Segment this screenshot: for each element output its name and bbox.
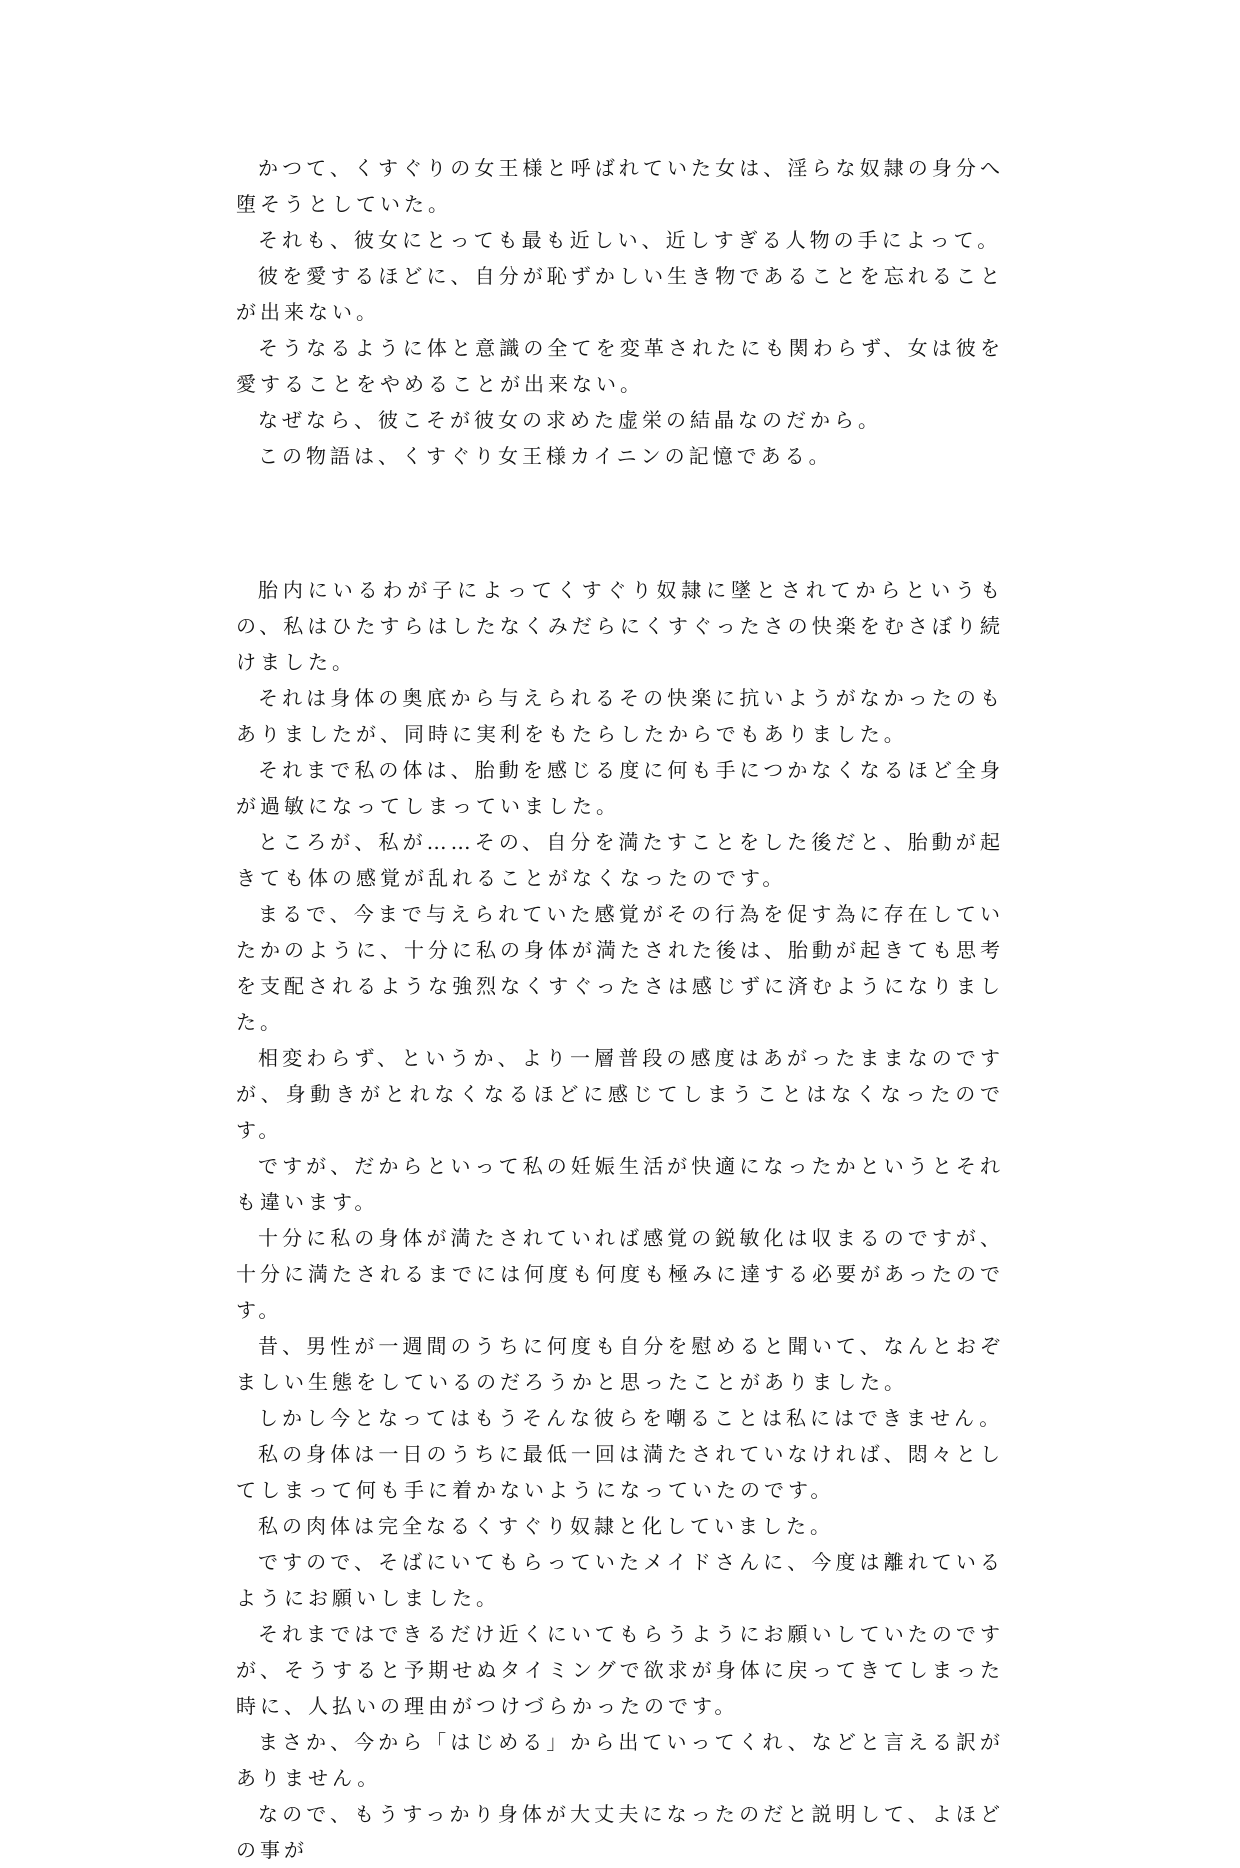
body-paragraph: それまで私の体は、胎動を感じる度に何も手につかなくなるほど全身が過敏になってしまっていました。 xyxy=(236,758,1004,818)
body-paragraph: 十分に私の身体が満たされていれば感覚の鋭敏化は収まるのですが、十分に満たされるまでには何度も何度も極みに達する必要があったのです。 xyxy=(236,1226,1004,1322)
intro-paragraph: かつて、くすぐりの女王様と呼ばれていた女は、淫らな奴隷の身分へ堕そうとしていた。 xyxy=(236,156,1004,216)
intro-paragraph: それも、彼女にとっても最も近しい、近しすぎる人物の手によって。 xyxy=(258,228,1002,252)
body-paragraph: それは身体の奥底から与えられるその快楽に抗いようがなかったのもありましたが、同時に実利をもたらしたからでもありました。 xyxy=(236,686,1004,746)
body-paragraph: 私の身体は一日のうちに最低一回は満たされていなければ、悶々としてしまって何も手に着かないようになっていたのです。 xyxy=(236,1442,1004,1502)
body-paragraph: なので、もうすっかり身体が大丈夫になったのだと説明して、よほどの事が xyxy=(236,1802,1004,1862)
intro-section xyxy=(236,150,1004,474)
intro-paragraph: 彼を愛するほどに、自分が恥ずかしい生き物であることを忘れることが出来ない。 xyxy=(236,264,1004,324)
body-paragraph: ですが、だからといって私の妊娠生活が快適になったかというとそれも違います。 xyxy=(236,1154,1004,1214)
intro-paragraph: なぜなら、彼こそが彼女の求めた虚栄の結晶なのだから。 xyxy=(258,408,882,432)
body-paragraph: しかし今となってはもうそんな彼らを嘲ることは私にはできません。 xyxy=(258,1406,1004,1430)
body-paragraph: ですので、そばにいてもらっていたメイドさんに、今度は離れているようにお願いしました。 xyxy=(236,1550,1004,1610)
body-paragraph: ところが、私が……その、自分を満たすことをした後だと、胎動が起きても体の感覚が乱れることがなくなったのです。 xyxy=(236,830,1004,890)
body-paragraph: まさか、今から「はじめる」から出ていってくれ、などと言える訳がありません。 xyxy=(236,1730,1004,1790)
body-paragraph: 昔、男性が一週間のうちに何度も自分を慰めると聞いて、なんとおぞましい生態をしているのだろうかと思ったことがありました。 xyxy=(236,1334,1004,1394)
body-paragraph: 胎内にいるわが子によってくすぐり奴隷に墜とされてからというもの、私はひたすらはしたなくみだらにくすぐったさの快楽をむさぼり続けました。 xyxy=(236,578,1004,674)
intro-paragraph: この物語は、くすぐり女王様カイニンの記憶である。 xyxy=(258,444,833,468)
body-paragraph: 相変わらず、というか、より一層普段の感度はあがったままなのですが、身動きがとれなくなるほどに感じてしまうことはなくなったのです。 xyxy=(236,1046,1004,1142)
body-paragraph: まるで、今まで与えられていた感覚がその行為を促す為に存在していたかのように、十分に私の身体が満たされた後は、胎動が起きても思考を支配されるような強烈なくすぐったさは感じずに済むようになりました。 xyxy=(236,902,1004,1034)
body-paragraph: 私の肉体は完全なるくすぐり奴隷と化していました。 xyxy=(258,1514,834,1538)
intro-paragraph: そうなるように体と意識の全てを変革されたにも関わらず、女は彼を愛することをやめることが出来ない。 xyxy=(236,336,1004,396)
main-section xyxy=(236,572,1004,1868)
body-paragraph: それまではできるだけ近くにいてもらうようにお願いしていたのですが、そうすると予期せぬタイミングで欲求が身体に戻ってきてしまった時に、人払いの理由がつけづらかったのです。 xyxy=(236,1622,1004,1718)
